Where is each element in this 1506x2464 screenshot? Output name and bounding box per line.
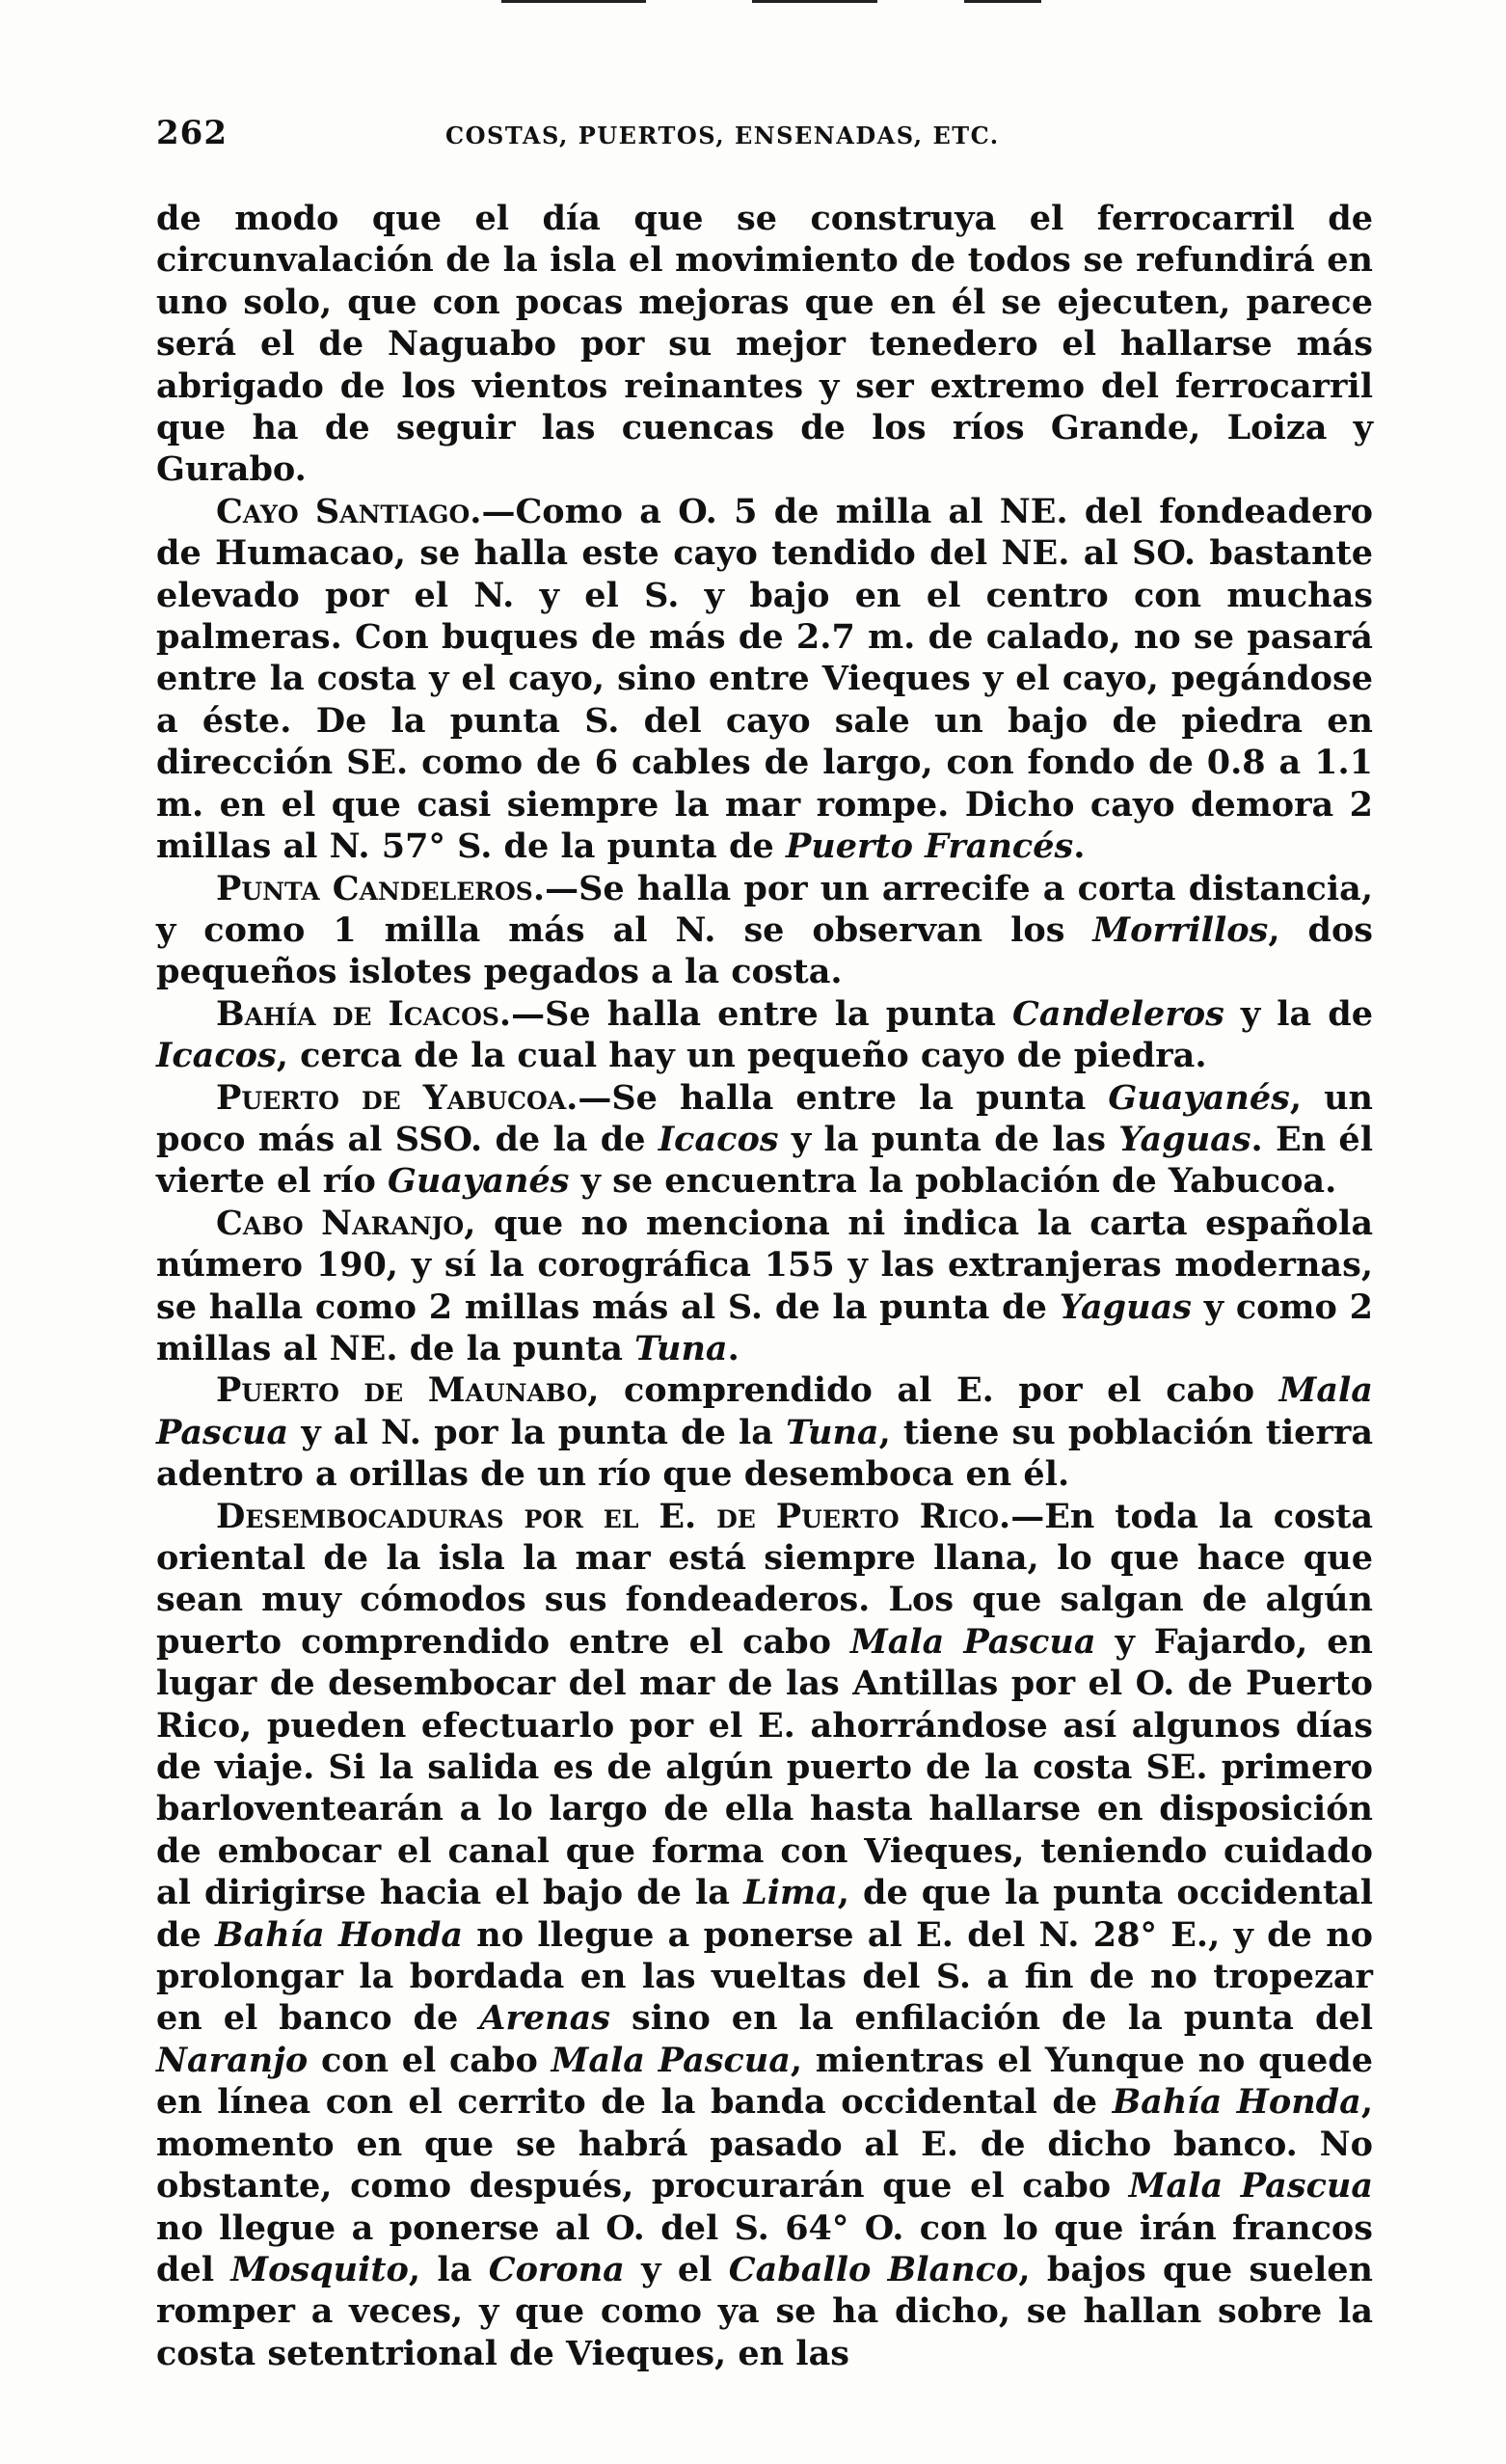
paragraph-text: y la de [1224,993,1373,1034]
section-heading: Desembocaduras por el E. de Puerto Rico. [216,1496,1011,1536]
place-name: Caballo Blanco [728,2249,1019,2289]
paragraph-text: y se encuentra la población de Yabucoa. [569,1161,1337,1202]
paragraph-text: —Se halla por un arrecife a corta distancia, y como 1 milla más al N. se observan los [156,868,1374,950]
page-number: 262 [156,114,228,152]
paragraph-text: y Fajardo, en lugar de desembocar del mar de las Antillas por el O. de Puerto Rico, pueden efectuarlo por el E. ahorrándose así algunos días de viaje. Si la salida es de algún puerto de la costa SE. primero barloventearán a lo largo de ella hasta hallarse en disposición de embocar el canal que forma con Vieques, teniendo cuidado al dirigirse hacia el bajo de la [156,1621,1373,1913]
section-heading: Cabo Naranjo, [216,1203,476,1243]
paragraph-text: , la [408,2249,489,2289]
place-name: Yaguas [1059,1286,1192,1327]
place-name: Puerto Francés [785,826,1074,867]
paragraph-text: , bajos que suelen romper a veces, y que como ya se ha dicho, se hallan sobre la costa setentrional de Vieques, en las [156,2249,1373,2373]
place-name: Bahía Honda [1112,2082,1361,2123]
paragraph-punta-candeleros [156,868,1373,993]
paragraph-text: —Se halla entre la punta [511,993,1013,1034]
section-heading: Bahía de Icacos. [216,993,512,1034]
top-edge-rule [752,0,877,3]
place-name: Morrillos [1092,909,1269,950]
place-name: Icacos [658,1119,779,1159]
paragraph-text: con el cabo [308,2040,551,2080]
page-header [156,114,1373,172]
paragraph-text: —En toda la costa oriental de la isla la mar está siempre llana, lo que hace que sean muy cómodos sus fondeaderos. Los que salgan de algún puerto comprendido entre el cabo [156,1496,1373,1662]
paragraph-cabo-naranjo [156,1203,1373,1370]
place-name: Bahía Honda [215,1914,463,1955]
paragraph-text: , tiene su población tierra adentro a orillas de un río que desemboca en él. [156,1412,1373,1495]
place-name: Lima [743,1873,838,1913]
paragraph-text: comprendido al E. por el cabo [599,1370,1279,1411]
paragraph-cayo-santiago [156,491,1373,868]
place-name: Mala Pascua [156,1370,1373,1452]
place-name: Guayanés [1108,1077,1290,1118]
paragraph-text: y la punta de las [778,1119,1119,1159]
paragraph-text: y como 2 millas al NE. de la punta [156,1286,1373,1368]
paragraph-puerto-de-yabucoa [156,1077,1373,1203]
running-head: COSTAS, PUERTOS, ENSENADAS, ETC. [445,122,1000,149]
place-name: Mosquito [230,2249,409,2289]
place-name: Candeleros [1012,993,1224,1034]
top-edge-rule [501,0,646,3]
paragraph-text: , momento en que se habrá pasado al E. de dicho banco. No obstante, como después, procurarán que el cabo [156,2082,1373,2207]
paragraph-text: . En él vierte el río [156,1119,1373,1202]
place-name: Tuna [634,1328,728,1368]
paragraph-text: . [727,1328,740,1368]
paragraph-puerto-de-maunabo [156,1369,1373,1495]
place-name: Mala Pascua [849,1621,1096,1662]
place-name: Mala Pascua [1128,2166,1374,2207]
paragraph-text: , mientras el Yunque no quede en línea con el cerrito de la banda occidental de [156,2040,1374,2123]
place-name: Arenas [479,1998,610,2039]
paragraph-continuation: de modo que el día que se construya el ferrocarril de circunvalación de la isla el movimiento de todos se refundirá en uno solo, que con pocas mejoras que en él se ejecuten, parece será el de Naguabo por su mejor tenedero el hallarse más abrigado de los vientos reinantes y ser extremo del ferrocarril que ha de seguir las cuencas de los ríos Grande, Loiza y Gurabo. [156,199,1373,490]
paragraph-bahia-de-icacos [156,993,1373,1077]
paragraph-text: . [1073,826,1086,867]
paragraph-text: no llegue a ponerse al E. del N. 28° E., y de no prolongar la bordada en las vueltas del S. a fin de no tropezar en el banco de [156,1914,1373,2039]
paragraph-text: que no menciona ni indica la carta española número 190, y sí la corográfica 155 y las extranjeras modernas, se halla como 2 millas más al S. de la punta de [156,1203,1374,1327]
paragraph-text: , de que la punta occidental de [156,1873,1373,1955]
section-heading: Puerto de Maunabo, [216,1370,600,1411]
place-name: Yaguas [1118,1119,1251,1159]
paragraph-text: , un poco más al SSO. de la de [156,1077,1374,1159]
place-name: Tuna [786,1412,879,1452]
paragraph-text: no llegue a ponerse al O. del S. 64° O. con lo que irán francos del [156,2207,1373,2289]
paragraph-text: —Se halla entre la punta [578,1077,1109,1118]
place-name: Icacos [156,1036,277,1076]
top-edge-rule [964,0,1041,3]
body-text [156,198,1373,2374]
place-name: Guayanés [387,1161,570,1202]
paragraph-desembocaduras [156,1496,1373,2375]
place-name: Naranjo [156,2040,309,2080]
place-name: Corona [488,2249,625,2289]
place-name: Mala Pascua [551,2040,791,2080]
paragraph-text: , cerca de la cual hay un pequeño cayo de piedra. [276,1036,1207,1076]
paragraph-text: , dos pequeños islotes pegados a la costa. [156,909,1373,992]
paragraph-text: y al N. por la punta de la [288,1412,787,1452]
section-heading: Punta Candeleros. [216,868,546,908]
section-heading: Puerto de Yabucoa. [216,1077,578,1118]
paragraph-text: —Como a O. 5 de milla al NE. del fondeadero de Humacao, se halla este cayo tendido del NE. al SO. bastante elevado por el N. y el S. y bajo en el centro con muchas palmeras. Con buques de más de 2.7 m. de calado, no se pasará entre la costa y el cayo, sino entre Vieques y el cayo, pegándose a éste. De la punta S. del cayo sale un bajo de piedra en dirección SE. como de 6 cables de largo, con fondo de 0.8 a 1.1 m. en el que casi siempre la mar rompe. Dicho cayo demora 2 millas al N. 57° S. de la punta de [156,491,1373,867]
section-heading: Cayo Santiago. [216,491,482,531]
paragraph-text: y el [624,2249,729,2289]
paragraph-text: sino en la enfilación de la punta del [610,1998,1374,2039]
